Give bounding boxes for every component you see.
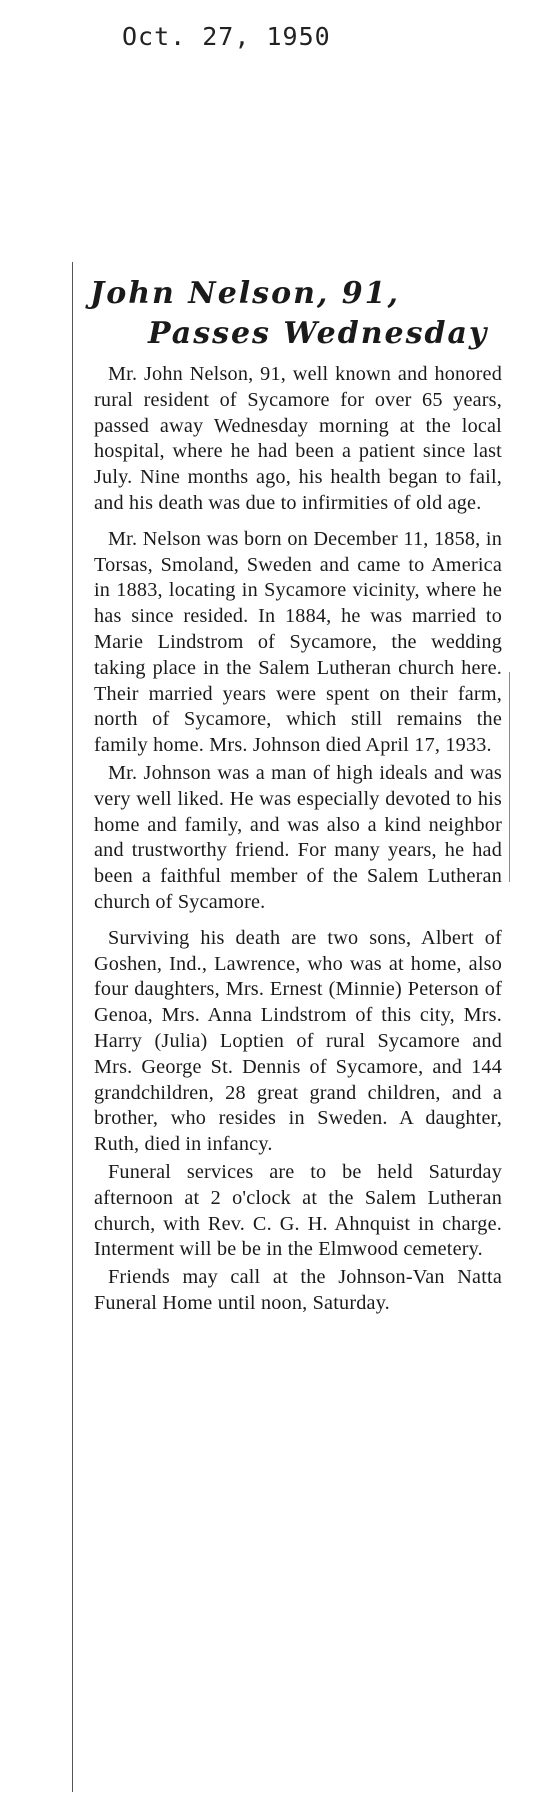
clipping-date: Oct. 27, 1950: [122, 22, 331, 51]
paragraph-visitation: Friends may call at the Johnson-Van Natta Funeral Home until noon, Saturday.: [94, 1266, 502, 1314]
paragraph-funeral-services: Funeral services are to be held Saturday afternoon at 2 o'clock at the Salem Lutheran church, with Rev. C. G. H. Ahnquist in charge. Interment will be be in the Elmwood cemetery.: [94, 1160, 502, 1261]
article-body: [94, 362, 502, 1327]
article-headline: [90, 274, 500, 354]
paragraph-biography: Mr. Nelson was born on December 11, 1858, in Torsas, Smoland, Sweden and came to America in 1883, locating in Sycamore vicinity, where he has since resided. In 1884, he was married to Marie Lindstrom of Sycamore, the wedding taking place in the Salem Lutheran church here. Their married years were spent on their farm, north of Sycamore, which still remains the family home. Mrs. Johnson died April 17, 1933.: [94, 527, 502, 757]
headline-line-1: John Nelson, 91,: [90, 276, 400, 311]
newspaper-clipping: [72, 262, 504, 1792]
headline-line-2: Passes Wednesday: [148, 316, 489, 351]
paragraph-obituary-intro: Mr. John Nelson, 91, well known and honored rural resident of Sycamore for over 65 years, passed away Wednesday morning at the local hospital, where he had been a patient since last July. Nine months ago, his health began to fail, and his death was due to infirmities of old age.: [94, 363, 502, 514]
paragraph-survivors: Surviving his death are two sons, Albert of Goshen, Ind., Lawrence, who was at home, also four daughters, Mrs. Ernest (Minnie) Peterson of Genoa, Mrs. Anna Lindstrom of this city, Mrs. Harry (Julia) Loptien of rural Sycamore and Mrs. George St. Dennis of Sycamore, and 144 grandchildren, 28 great grand children, and a brother, who resides in Sweden. A daughter, Ruth, died in infancy.: [94, 926, 502, 1156]
column-rule-right: [509, 672, 510, 882]
column-rule-left: [72, 262, 73, 1792]
paragraph-character: Mr. Johnson was a man of high ideals and was very well liked. He was especially devoted to his home and family, and was also a kind neighbor and trustworthy friend. For many years, he had been a faithful member of the Salem Lutheran church of Sycamore.: [94, 761, 502, 913]
